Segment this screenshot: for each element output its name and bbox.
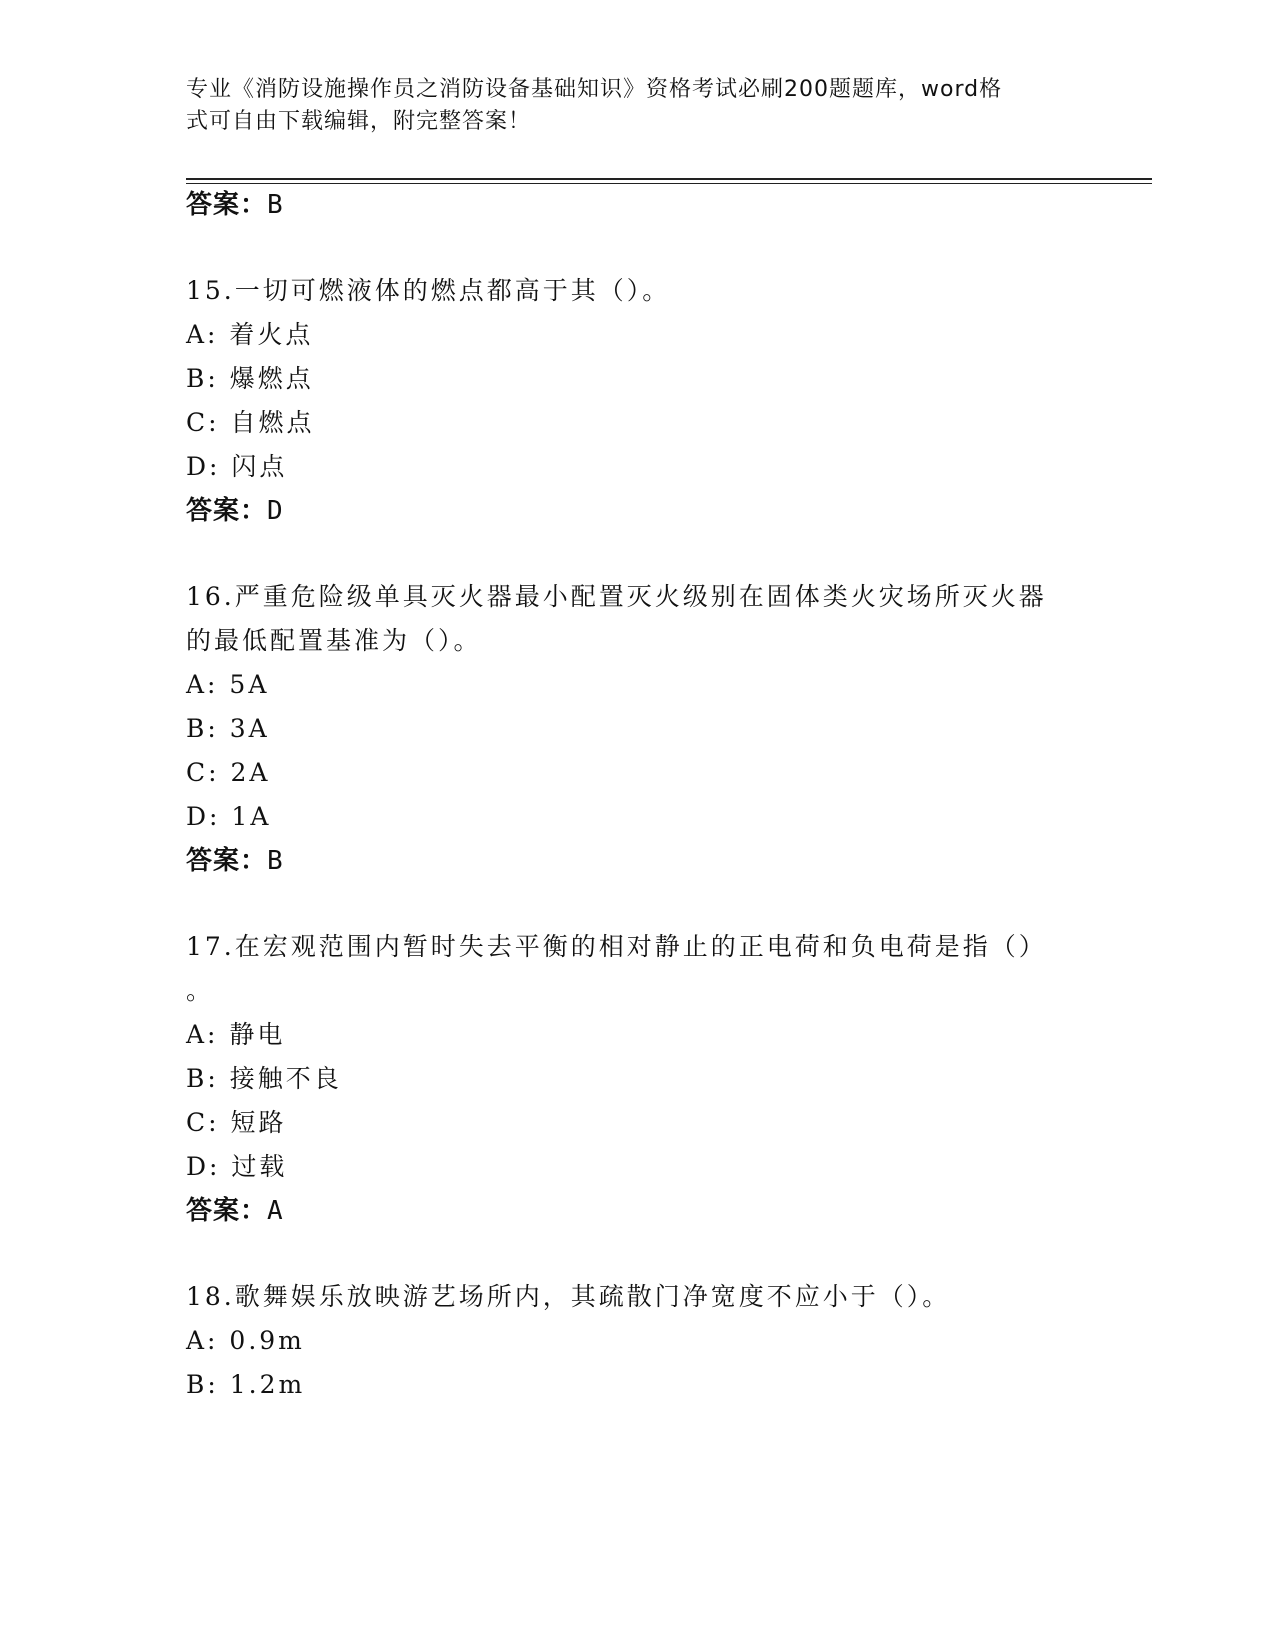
answer-label: 答案： [186,846,268,876]
question-16-option-b: B: 3A [186,714,270,743]
question-16-stem-line-2: 的最低配置基准为（）。 [186,626,482,655]
question-17-option-b: B: 接触不良 [186,1064,342,1093]
question-15-option-a: A: 着火点 [186,320,314,349]
answer-label: 答案： [186,496,268,526]
header-line-1: 专业《消防设施操作员之消防设备基础知识》资格考试必刷200题题库，word格 [186,77,1003,102]
question-18-option-b: B: 1.2m [186,1370,306,1399]
answer-prev [186,190,284,220]
header-divider-thick [186,178,1152,180]
question-17-option-c: C: 短路 [186,1108,287,1137]
question-15-option-d: D: 闪点 [186,452,288,481]
answer-value: B [267,190,284,220]
question-15-option-c: C: 自燃点 [186,408,315,437]
question-17-answer [186,1196,284,1226]
header-divider-thin [186,183,1152,184]
question-16-answer [186,846,284,876]
answer-label: 答案： [186,1196,268,1226]
question-18-option-a: A: 0.9m [186,1326,305,1355]
answer-value: B [267,846,284,876]
question-17-stem-line-1: 17.在宏观范围内暂时失去平衡的相对静止的正电荷和负电荷是指（） [186,932,1047,961]
question-16-option-a: A: 5A [186,670,270,699]
answer-value: D [267,496,284,526]
question-16-stem-line-1: 16.严重危险级单具灭火器最小配置灭火级别在固体类火灾场所灭火器 [186,582,1047,611]
question-16-option-d: D: 1A [186,802,272,831]
question-17-stem-line-2: 。 [186,976,215,1005]
question-15-answer [186,496,284,526]
question-15-stem: 15.一切可燃液体的燃点都高于其（）。 [186,276,671,305]
header-line-2: 式可自由下载编辑，附完整答案！ [186,109,532,134]
answer-value: A [267,1196,284,1226]
question-18-stem: 18.歌舞娱乐放映游艺场所内，其疏散门净宽度不应小于（）。 [186,1282,951,1311]
answer-label: 答案： [186,190,268,220]
question-16-option-c: C: 2A [186,758,271,787]
document-header [186,74,1066,138]
question-15-option-b: B: 爆燃点 [186,364,314,393]
question-17-option-a: A: 静电 [186,1020,286,1049]
question-17-option-d: D: 过载 [186,1152,288,1181]
